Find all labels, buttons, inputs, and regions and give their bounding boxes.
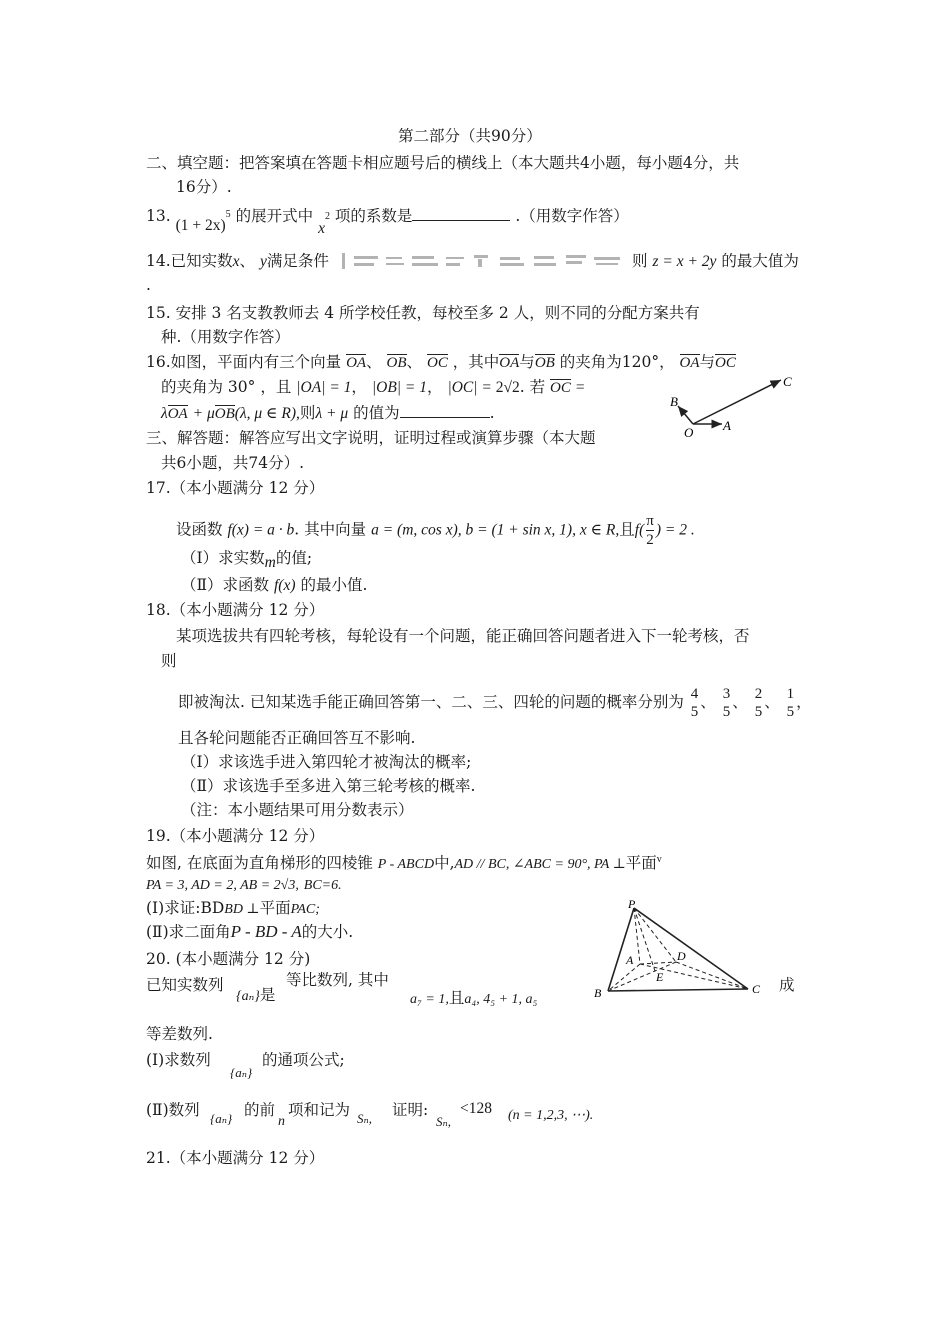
question-17-body: 设函数 f(x) = a · b. 其中向量 a = (m, cos x), b = (1 + sin x, 1), x ∈ R,且f( $\frac{\pi}{2}$ ) = 2 . bbox=[176, 513, 695, 548]
question-17-part2: （Ⅱ）求函数 f(x) 的最小值. bbox=[181, 576, 368, 594]
section3-line1: 三、解答题：解答应写出文字说明，证明过程或演算步骤（本大题 bbox=[146, 429, 596, 447]
question-20-part2-mid2: 项和记为 bbox=[288, 1101, 351, 1119]
question-20-seq-c: {aₙ} bbox=[210, 1111, 233, 1126]
edge-ad bbox=[640, 962, 676, 964]
question-20-cheng: 成 bbox=[779, 976, 795, 994]
question-15-line2: 种.（用数字作答） bbox=[161, 328, 290, 346]
edge-pe bbox=[634, 908, 656, 974]
question-20-part1: (Ⅰ)求数列 bbox=[146, 1051, 211, 1069]
question-20-range: (n = 1,2,3, ⋯). bbox=[508, 1108, 594, 1123]
question-15-line1: 15. 安排 3 名支教教师去 4 所学校任教，每校至多 2 人，则不同的分配方案共有 bbox=[146, 304, 700, 322]
question-18-line4: 且各轮问题能否正确回答互不影响. bbox=[178, 729, 416, 747]
vertex-c: C bbox=[752, 982, 761, 996]
question-19-part1: (Ⅰ)求证:BDBD ⊥平面PAC; bbox=[146, 899, 320, 917]
question-20-line1c: 等比数列, 其中 bbox=[286, 971, 389, 989]
label-b: B bbox=[670, 394, 678, 409]
vector-ob bbox=[678, 406, 693, 424]
edge-pb bbox=[608, 908, 634, 991]
question-14-dot: . bbox=[146, 276, 151, 294]
edge-dc bbox=[676, 962, 748, 989]
edge-pd bbox=[634, 908, 676, 962]
vertex-a: A bbox=[626, 953, 634, 967]
question-19-part2: (Ⅱ)求二面角P - BD - A的大小. bbox=[146, 922, 354, 941]
prob-fraction-1: 4 5 bbox=[690, 686, 699, 720]
prob-fraction-2: 3 5 bbox=[722, 686, 731, 720]
question-13: 13. $(1 + 2x)^5$ 的展开式中 $x^2$ 项的系数是 .（用数字作答） bbox=[146, 207, 629, 238]
question-18-part1: （Ⅰ）求该选手进入第四轮才被淘汰的概率; bbox=[181, 753, 472, 771]
vertex-b: B bbox=[594, 986, 602, 1000]
section2-line1: 二、填空题：把答案填在答题卡相应题号后的横线上（本大题共4小题，每小题4分，共 bbox=[146, 154, 740, 172]
question-20-line2: 等差数列. bbox=[146, 1025, 213, 1043]
question-20-proof: 证明: bbox=[392, 1101, 429, 1119]
question-18-line2: 则 bbox=[161, 652, 177, 670]
question-19-head: 19.（本小题满分 12 分） bbox=[146, 827, 325, 845]
vector-figure bbox=[660, 368, 800, 440]
question-18-note: （注：本小题结果可用分数表示） bbox=[181, 801, 414, 819]
label-o: O bbox=[684, 425, 694, 440]
answer-blank-13 bbox=[412, 206, 510, 221]
question-20-sn2: Sₙ, bbox=[436, 1114, 452, 1129]
question-18-head: 18.（本小题满分 12 分） bbox=[146, 601, 325, 619]
question-20-n: n bbox=[278, 1114, 285, 1129]
question-17-head: 17.（本小题满分 12 分） bbox=[146, 479, 325, 497]
section-heading: 第二部分（共90分） bbox=[398, 127, 542, 145]
question-16-line3: λOA + μOB(λ, μ ∈ R),则λ + μ 的值为 . bbox=[161, 404, 495, 422]
question-18-line1: 某项选拔共有四轮考核，每轮设有一个问题，能正确回答问题者进入下一轮考核，否 bbox=[176, 627, 750, 645]
edge-bd bbox=[608, 962, 676, 991]
vertex-p: P bbox=[628, 897, 636, 911]
question-16-line1: 16.如图，平面内有三个向量 OA、 OB、 OC ，其中OA与OB 的夹角为120°， OA与OC bbox=[146, 353, 736, 371]
question-20-head: 20. (本小题满分 12 分) bbox=[146, 950, 311, 968]
question-21-head: 21.（本小题满分 12 分） bbox=[146, 1149, 325, 1167]
question-14: 14.已知实数x、 y满足条件 bbox=[146, 252, 329, 270]
question-19-line1: 如图, 在底面为直角梯形的四棱锥 P - ABCD中,AD // BC, ∠ABC = 90°, PA ⊥平面$^v$ bbox=[146, 854, 662, 873]
question-20-line1a: 已知实数列 bbox=[146, 976, 224, 994]
label-a: A bbox=[723, 418, 731, 433]
question-18-part2: （Ⅱ）求该选手至多进入第三轮考核的概率. bbox=[181, 777, 476, 795]
edge-pc bbox=[634, 908, 748, 989]
question-20-seq-a: {aₙ}是 bbox=[236, 986, 276, 1004]
question-20-part2-mid: 的前 bbox=[244, 1101, 276, 1119]
section2-line2: 16分）. bbox=[176, 178, 232, 196]
prob-fraction-3: 2 5 bbox=[754, 686, 763, 720]
vector-oc bbox=[693, 380, 781, 424]
question-20-seq-b: {aₙ} bbox=[230, 1065, 253, 1080]
label-c: C bbox=[783, 374, 792, 389]
question-19-line2: PA = 3, AD = 2, AB = 2√3, BC=6. bbox=[146, 878, 342, 893]
vertex-d: D bbox=[677, 949, 686, 963]
answer-blank-16 bbox=[400, 403, 490, 418]
question-20-part2: (Ⅱ)数列 bbox=[146, 1101, 200, 1119]
question-20-sn: Sₙ, bbox=[357, 1111, 373, 1126]
prob-fraction-4: 1 5 bbox=[786, 686, 795, 720]
constraint-system-image bbox=[338, 251, 623, 271]
section3-line2: 共6小题，共74分）. bbox=[161, 454, 305, 472]
edge-bc bbox=[608, 989, 748, 991]
question-20-cond: a₇ = 1,且a₄, 4₅ + 1, a₅ bbox=[410, 989, 538, 1007]
question-18-line3: 即被淘汰. 已知某选手能正确回答第一、二、三、四轮的问题的概率分别为 4 5 、 3 5 、 2 5 、 1 5 ， bbox=[178, 686, 812, 720]
question-14-tail: 则 z = x + 2y 的最大值为 bbox=[632, 252, 799, 270]
question-20-part1-tail: 的通项公式; bbox=[262, 1051, 345, 1069]
question-20-lt: <128 bbox=[460, 1100, 492, 1117]
vertex-e: E bbox=[656, 970, 664, 984]
question-16-line2: 的夹角为 30° ，且 |OA| = 1， |OB| = 1， |OC| = 2√2. 若 OC = bbox=[161, 378, 585, 396]
question-17-part1: （Ⅰ）求实数m的值; bbox=[181, 549, 313, 571]
pyramid-figure bbox=[588, 896, 768, 1008]
